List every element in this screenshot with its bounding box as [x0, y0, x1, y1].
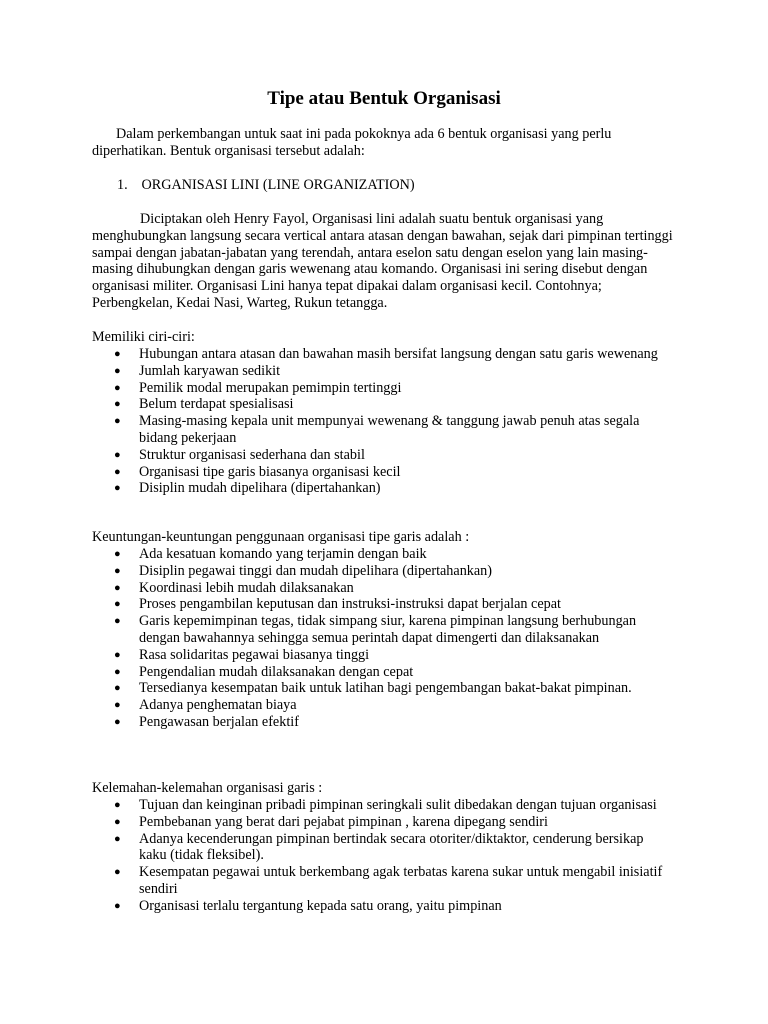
keuntungan-heading: Keuntungan-keuntungan penggunaan organisasi tipe garis adalah : [92, 529, 470, 545]
intro-paragraph: Dalam perkembangan untuk saat ini pada pokoknya ada 6 bentuk organisasi yang perlu diperhatikan. Bentuk organisasi tersebut adalah: [92, 126, 612, 159]
list-item: ● Ada kesatuan komando yang terjamin dengan baik [114, 546, 427, 562]
list-item: ● Pemilik modal merupakan pemimpin tertinggi [114, 379, 402, 396]
kelemahan-heading: Kelemahan-kelemahan organisasi garis : [92, 780, 323, 796]
list-item: ● Struktur organisasi sederhana dan stabil [114, 446, 365, 463]
list-item: ● Adanya penghematan biaya [114, 697, 297, 714]
list-item: ● Pengendalian mudah dilaksanakan dengan cepat [114, 663, 414, 680]
bullet-icon: ● [114, 832, 121, 845]
bullet-icon: ● [114, 648, 121, 661]
list-item: ● Koordinasi lebih mudah dilaksanakan [114, 579, 354, 596]
bullet-icon: ● [114, 581, 121, 594]
bullet-icon: ● [114, 364, 121, 377]
bullet-icon: ● [114, 564, 121, 577]
list-item: ● Belum terdapat spesialisasi [114, 396, 294, 413]
bullet-icon: ● [114, 448, 121, 461]
bullet-icon: ● [114, 799, 121, 811]
list-item: ● Hubungan antara atasan dan bawahan masih bersifat langsung dengan satu garis wewenang [114, 346, 658, 362]
list-item: ● Garis kepemimpinan tegas, tidak simpang siur, karena pimpinan langsung berhubungan dengan bawahannya sehingga semua perintah dapat dimengerti dan dilaksanakan [114, 613, 637, 646]
list-item: ● Tersedianya kesempatan baik untuk latihan bagi pengembangan bakat-bakat pimpinan. [114, 680, 632, 697]
list-item: ● Disiplin mudah dipelihara (dipertahankan) [114, 480, 381, 497]
list-item: ● Kesempatan pegawai untuk berkembang agak terbatas karena sukar untuk mengabil inisiatif sendiri [114, 864, 663, 897]
bullet-icon: ● [114, 615, 121, 628]
list-item: ● Pengawasan berjalan efektif [114, 713, 299, 730]
list-item: ● Pembebanan yang berat dari pejabat pimpinan , karena dipegang sendiri [114, 813, 548, 830]
bullet-icon: ● [114, 482, 121, 495]
bullet-icon: ● [114, 348, 121, 360]
list-item: ● Adanya kecenderungan pimpinan bertindak secara otoriter/diktaktor, cenderung bersikap kaku (tidak fleksibel). [114, 830, 644, 864]
bullet-icon: ● [114, 381, 121, 394]
list-item: ● Disiplin pegawai tinggi dan mudah dipelihara (dipertahankan) [114, 562, 493, 579]
keuntungan-list [92, 546, 682, 731]
bullet-icon: ● [114, 598, 121, 611]
bullet-icon: ● [114, 465, 121, 478]
list-item: ● Tujuan dan keinginan pribadi pimpinan seringkali sulit dibedakan dengan tujuan organisasi [114, 797, 657, 813]
ciri-list [92, 346, 682, 497]
bullet-icon: ● [114, 682, 121, 695]
page-title: Tipe atau Bentuk Organisasi [267, 88, 501, 109]
bullet-icon: ● [114, 815, 121, 828]
bullet-icon: ● [114, 699, 121, 712]
list-item: ● Organisasi tipe garis biasanya organisasi kecil [114, 463, 401, 480]
bullet-icon: ● [114, 665, 121, 678]
bullet-icon: ● [114, 866, 121, 879]
list-item: ● Proses pengambilan keputusan dan instruksi-instruksi dapat berjalan cepat [114, 596, 561, 613]
list-item: ● Masing-masing kepala unit mempunyai wewenang & tanggung jawab penuh atas segala bidang pekerjaan [114, 413, 640, 446]
kelemahan-list [92, 797, 682, 915]
section-heading-line-organization [117, 177, 415, 194]
ciri-heading: Memiliki ciri-ciri: [92, 329, 195, 345]
section-number: 1. [117, 177, 128, 193]
bullet-icon: ● [114, 398, 121, 411]
section-heading: ORGANISASI LINI (LINE ORGANIZATION) [141, 177, 415, 193]
bullet-icon: ● [114, 715, 121, 728]
section-description: Diciptakan oleh Henry Fayol, Organisasi lini adalah suatu bentuk organisasi yang menghubungkan langsung secara vertical antara atasan dengan bawahan, sejak dari pimpinan tertinggi sampai dengan jabatan-jabatan yang terendah, antara eselon satu dengan eselon yang lain masing-masing dihubungkan dengan garis wewenang atau komando. Organisasi ini sering disebut dengan organisasi militer. Organisasi Lini hanya tepat dipakai dalam organisasi kecil. Contohnya; Perbengkelan, Kedai Nasi, Warteg, Rukun tetangga. [92, 211, 673, 311]
list-item: ● Jumlah karyawan sedikit [114, 362, 281, 379]
bullet-icon: ● [114, 548, 121, 560]
list-item: ● Organisasi terlalu tergantung kepada satu orang, yaitu pimpinan [114, 897, 502, 914]
list-item: ● Rasa solidaritas pegawai biasanya tinggi [114, 646, 370, 663]
bullet-icon: ● [114, 899, 121, 912]
bullet-icon: ● [114, 415, 121, 428]
